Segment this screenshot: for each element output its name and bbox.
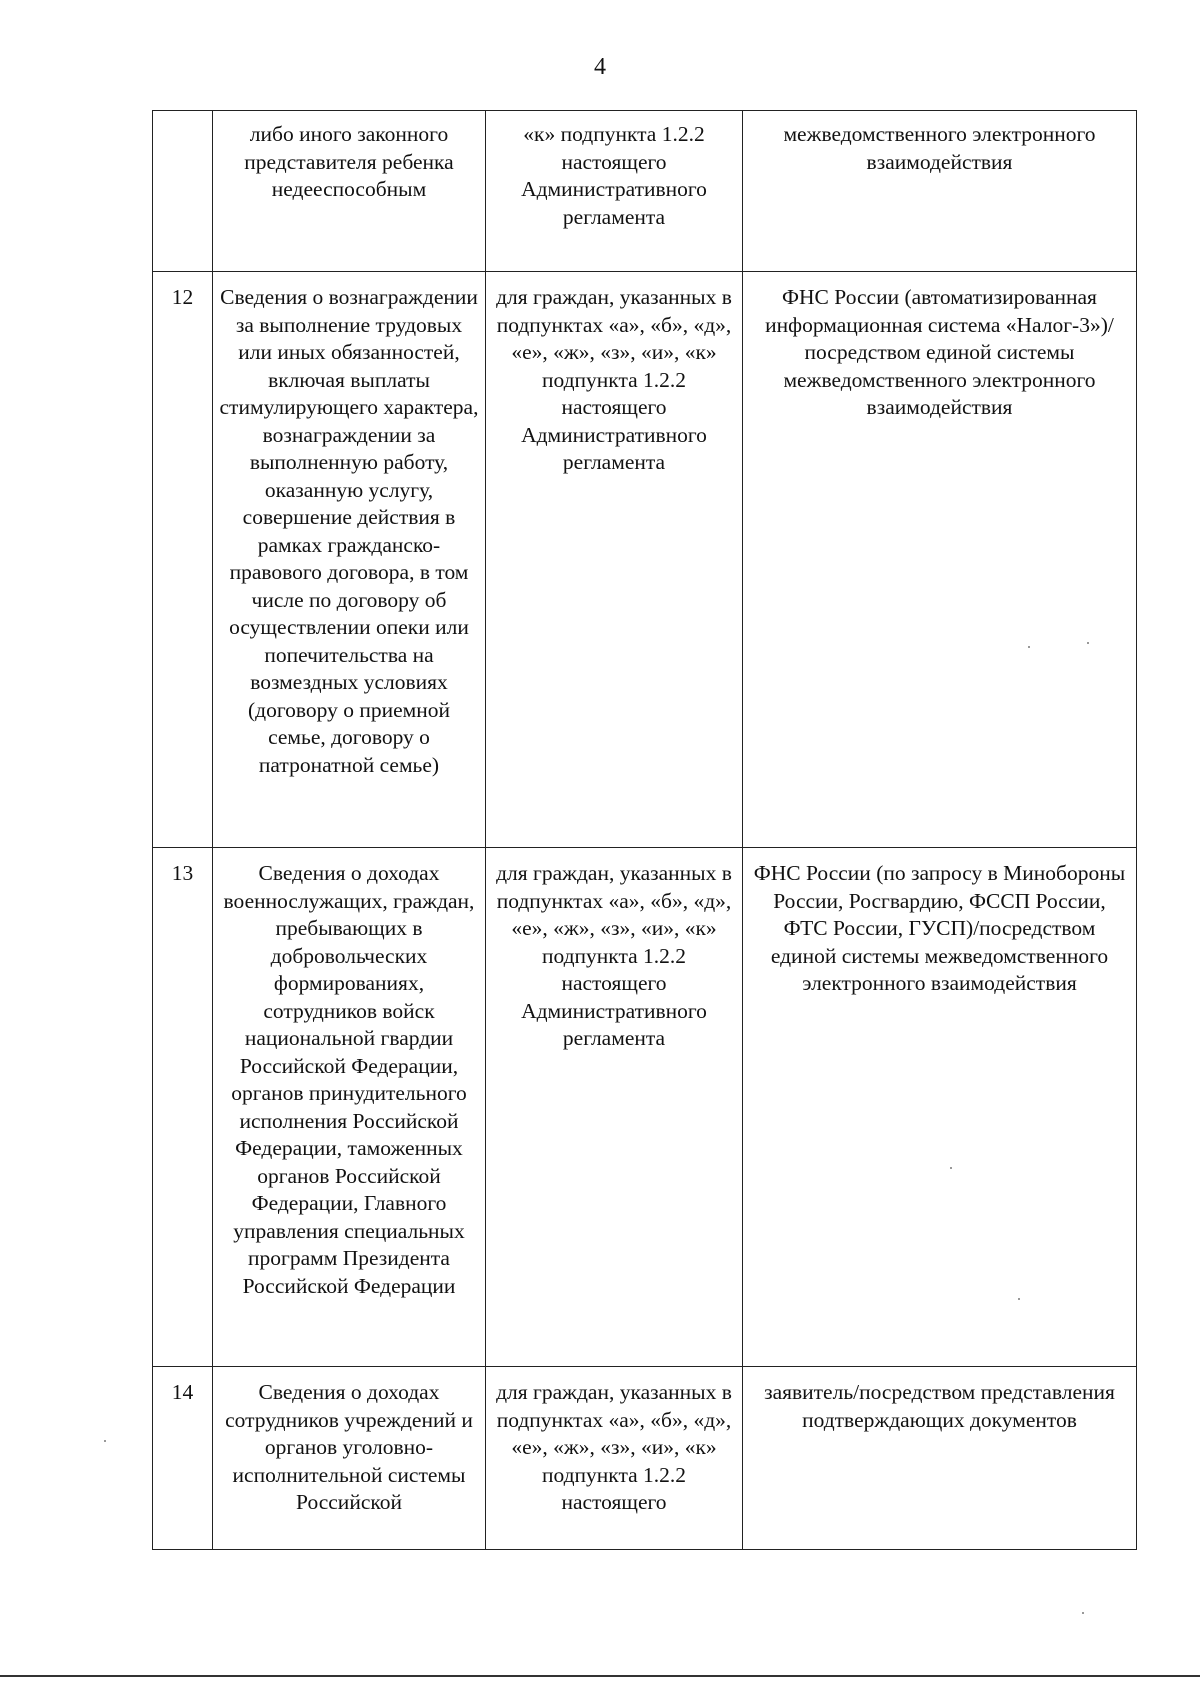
scan-speck xyxy=(1018,1298,1020,1300)
scan-speck xyxy=(104,1440,106,1442)
scan-speck xyxy=(1082,1612,1084,1614)
table-row xyxy=(153,848,1137,1367)
scan-bottom-edge xyxy=(0,1675,1200,1677)
table-row xyxy=(153,272,1137,848)
row-number: 12 xyxy=(153,272,213,848)
page-number: 4 xyxy=(594,54,606,80)
source-cell: ФНС России (по запросу в Минобороны России, Росгвардию, ФССП России, ФТС России, ГУСП)/посредством единой системы межведомственного электронного взаимодействия xyxy=(743,848,1137,1367)
scan-speck xyxy=(1087,642,1089,644)
document-name-cell: Сведения о вознаграждении за выполнение трудовых или иных обязанностей, включая выплаты стимулирующего характера, вознаграждении за выполненную работу, оказанную услугу, совершение действия в рамках гражданско-правового договора, в том числе по договору об осуществлении опеки или попечительства на возмездных условиях (договору о приемной семье, договору о патронатной семье) xyxy=(213,272,486,848)
table-row xyxy=(153,1367,1137,1550)
source-cell: заявитель/посредством представления подтверждающих документов xyxy=(743,1367,1137,1550)
document-name-cell: либо иного законного представителя ребенка недееспособным xyxy=(213,111,486,272)
scan-speck xyxy=(1028,646,1030,648)
row-number xyxy=(153,111,213,272)
source-cell: ФНС России (автоматизированная информационная система «Налог-3»)/посредством единой системы межведомственного электронного взаимодействия xyxy=(743,272,1137,848)
applies-to-cell: для граждан, указанных в подпунктах «а», «б», «д», «е», «ж», «з», «и», «к» подпункта 1.2.2 настоящего Административного регламента xyxy=(486,272,743,848)
applies-to-cell: для граждан, указанных в подпунктах «а», «б», «д», «е», «ж», «з», «и», «к» подпункта 1.2.2 настоящего xyxy=(486,1367,743,1550)
applies-to-cell: «к» подпункта 1.2.2 настоящего Административного регламента xyxy=(486,111,743,272)
scan-speck xyxy=(950,1167,952,1169)
table-row xyxy=(153,111,1137,272)
applies-to-cell: для граждан, указанных в подпунктах «а», «б», «д», «е», «ж», «з», «и», «к» подпункта 1.2.2 настоящего Административного регламента xyxy=(486,848,743,1367)
document-name-cell: Сведения о доходах сотрудников учреждений и органов уголовно-исполнительной системы Российской xyxy=(213,1367,486,1550)
document-name-cell: Сведения о доходах военнослужащих, граждан, пребывающих в добровольческих формированиях, сотрудников войск национальной гвардии Российской Федерации, органов принудительного исполнения Российской Федерации, таможенных органов Российской Федерации, Главного управления специальных программ Президента Российской Федерации xyxy=(213,848,486,1367)
row-number: 13 xyxy=(153,848,213,1367)
documents-table xyxy=(152,110,1137,1550)
row-number: 14 xyxy=(153,1367,213,1550)
source-cell: межведомственного электронного взаимодействия xyxy=(743,111,1137,272)
